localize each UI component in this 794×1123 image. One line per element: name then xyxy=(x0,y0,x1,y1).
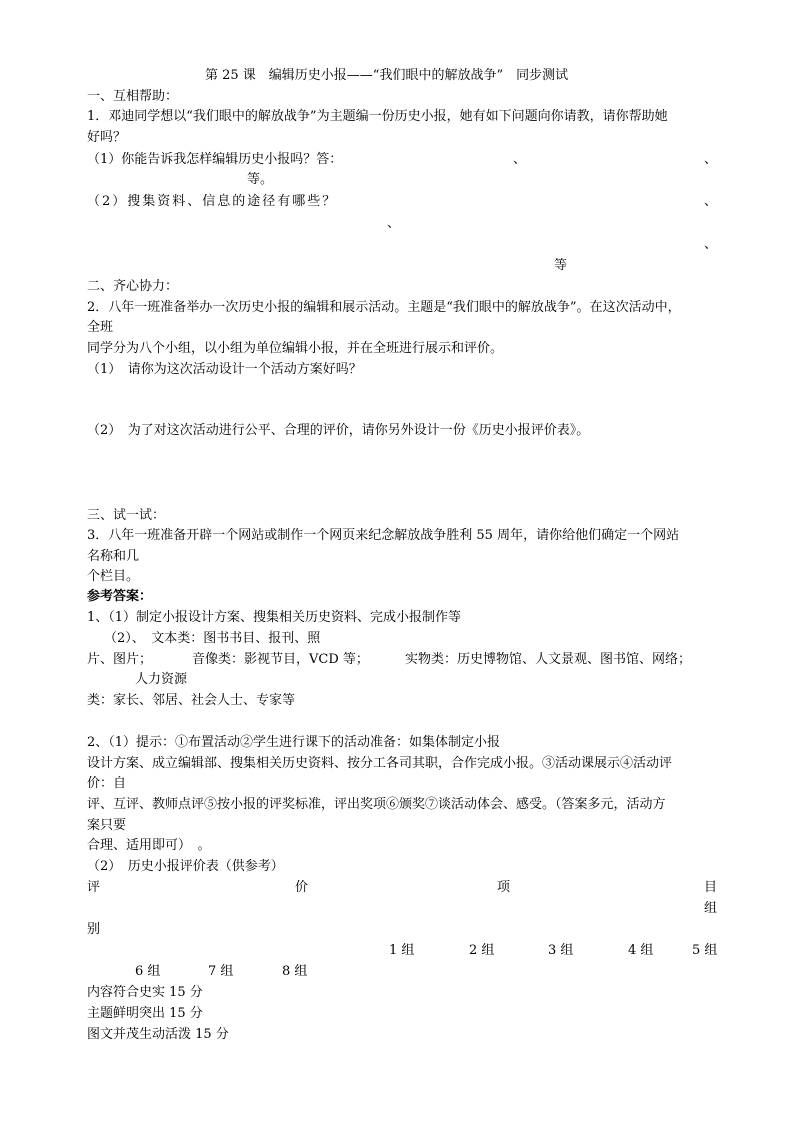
answer2-part1-cont: 案只要 xyxy=(87,818,127,833)
answer2-part1-cont: 设计方案、成立编辑部、搜集相关历史资料、按分工各司其职，合作完成小报。③活动课展示④活动评 xyxy=(87,756,673,771)
table-header-cell: 组 xyxy=(704,901,718,916)
table-header-cell: 别 xyxy=(87,922,101,937)
question1-text-cont: 好吗？ xyxy=(87,130,127,145)
section2-heading: 二、齐心协力： xyxy=(87,279,179,294)
answer1-object-category: 实物类：历史博物馆、人文景观、图书馆、网络； xyxy=(405,652,692,667)
answer-separator: 、 xyxy=(387,216,401,231)
question2-text-cont: 同学分为八个小组，以小组为单位编辑小报，并在全班进行展示和评价。 xyxy=(87,341,504,356)
document-title: 第 25 课 编辑历史小报——“我们眼中的解放战争” 同步测试 xyxy=(205,68,569,83)
table-group-header: 7 组 xyxy=(208,964,234,979)
answer2-part1-cont: 合理、适用即可） 。 xyxy=(87,838,211,853)
section1-heading: 一、互相帮助： xyxy=(87,89,179,104)
answer1-people-category-cont: 类：家长、邻居、社会人士、专家等 xyxy=(87,693,296,708)
table-group-header: 8 组 xyxy=(282,964,308,979)
table-header-cell: 项 xyxy=(497,880,511,895)
table-group-header: 4 组 xyxy=(628,943,654,958)
answer1-part1: 1、（1）制定小报设计方案、搜集相关历史资料、完成小报制作等 xyxy=(87,610,462,625)
question2-text-cont: 全班 xyxy=(87,320,114,335)
question3-text-cont: 个栏目。 xyxy=(87,569,140,584)
answer1-people-category: 人力资源 xyxy=(135,672,188,687)
table-row-label: 内容符合史实 15 分 xyxy=(87,985,203,1000)
answer2-part1: 2、（1）提示：①布置活动②学生进行课下的活动准备：如集体制定小报 xyxy=(87,735,501,750)
question1-sub1: （1）你能告诉我怎样编辑历史小报吗？答： xyxy=(87,152,343,167)
answer2-part1-cont: 评、互评、教师点评⑤按小报的评奖标准，评出奖项⑥颁奖⑦谈活动体会、感受。（答案多元，活动方 xyxy=(87,797,666,812)
answer1-text-category: 片、图片； xyxy=(87,652,153,667)
question3-text-cont: 名称和几 xyxy=(87,549,140,564)
answers-heading: 参考答案： xyxy=(87,589,153,604)
table-header-cell: 评 xyxy=(87,880,101,895)
answer2-part2: （2） 历史小报评价表（供参考） xyxy=(87,859,284,874)
answer-separator: 、 xyxy=(704,194,718,209)
section3-heading: 三、试一试： xyxy=(87,508,166,523)
table-group-header: 1 组 xyxy=(389,943,415,958)
question3-text: 3．八年一班准备开辟一个网站或制作一个网页来纪念解放战争胜利 55 周年，请你给他们确定一个网站 xyxy=(87,528,680,543)
table-group-header: 5 组 xyxy=(692,943,718,958)
question2-sub1: （1） 请你为这次活动设计一个活动方案好吗？ xyxy=(87,362,362,377)
question1-text: 1．邓迪同学想以“我们眼中的解放战争”为主题编一份历史小报，她有如下问题向你请教，请你帮助她 xyxy=(87,109,668,124)
answer-separator: 、 xyxy=(704,237,718,252)
answer1-part2: （2）、 文本类：图书书目、报刊、照 xyxy=(104,631,321,646)
question1-sub2: （2）搜集资料、信息的途径有哪些？ xyxy=(87,194,338,209)
table-group-header: 6 组 xyxy=(135,964,161,979)
answer-blank-end: 等 xyxy=(554,258,568,273)
question2-text: 2．八年一班准备举办一次历史小报的编辑和展示活动。主题是“我们眼中的解放战争”。在这次活动中， xyxy=(87,300,681,315)
table-group-header: 2 组 xyxy=(469,943,495,958)
answer2-part1-cont: 价：自 xyxy=(87,776,127,791)
table-row-label: 图文并茂生动活泼 15 分 xyxy=(87,1027,229,1042)
answer-separator: 、 xyxy=(513,152,527,167)
table-header-cell: 目 xyxy=(704,880,718,895)
answer-separator: 、 xyxy=(704,152,718,167)
table-row-label: 主题鲜明突出 15 分 xyxy=(87,1006,203,1021)
answer1-media-category: 音像类：影视节目，VCD 等； xyxy=(192,652,369,667)
answer-blank-end: 等。 xyxy=(247,172,274,187)
table-group-header: 3 组 xyxy=(548,943,574,958)
table-header-cell: 价 xyxy=(295,880,309,895)
question2-sub2: （2） 为了对这次活动进行公平、合理的评价，请你另外设计一份《历史小报评价表》。 xyxy=(87,423,590,438)
